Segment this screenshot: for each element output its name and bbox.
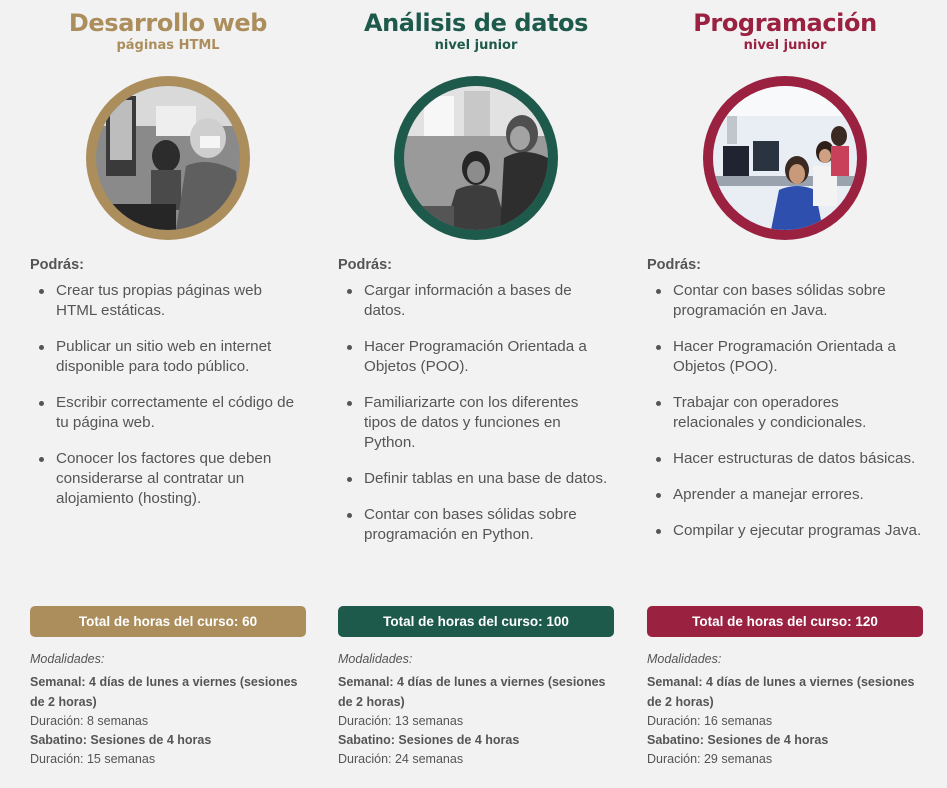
course-photo-frame xyxy=(394,76,558,240)
skills-list xyxy=(647,281,923,557)
weekly-modality: Semanal: 4 días de lunes a viernes (sesiones de 2 horas) xyxy=(647,675,915,709)
course-subtitle: nivel junior xyxy=(434,38,518,53)
saturday-modality: Sabatino: Sesiones de 4 horas xyxy=(647,733,829,748)
modalities-label: Modalidades: xyxy=(647,652,722,666)
skill-item: Escribir correctamente el código de tu página web. xyxy=(30,393,306,433)
modalities xyxy=(338,650,614,770)
course-header xyxy=(647,8,923,54)
skill-item: Hacer Programación Orientada a Objetos (POO). xyxy=(338,337,614,377)
skill-item: Hacer estructuras de datos básicas. xyxy=(647,449,923,469)
course-card-programming xyxy=(647,0,923,788)
skill-item: Crear tus propias páginas web HTML estáticas. xyxy=(30,281,306,321)
skill-item: Compilar y ejecutar programas Java. xyxy=(647,521,923,541)
weekly-modality: Semanal: 4 días de lunes a viernes (sesiones de 2 horas) xyxy=(30,675,298,709)
modalities-label: Modalidades: xyxy=(338,652,413,666)
course-photo xyxy=(404,86,548,230)
course-photo xyxy=(713,86,857,230)
course-title: Desarrollo web xyxy=(68,9,268,37)
saturday-duration: Duración: 24 semanas xyxy=(338,752,464,767)
skill-item: Familiarizarte con los diferentes tipos de datos y funciones en Python. xyxy=(338,393,614,453)
can-label: Podrás: xyxy=(30,257,84,273)
total-hours-badge: Total de horas del curso: 60 xyxy=(30,606,306,637)
course-header xyxy=(338,8,614,54)
course-photo-frame xyxy=(703,76,867,240)
weekly-duration: Duración: 13 semanas xyxy=(338,713,464,728)
can-label: Podrás: xyxy=(647,257,701,273)
skill-item: Trabajar con operadores relacionales y condicionales. xyxy=(647,393,923,433)
skills-list xyxy=(30,281,306,525)
course-header xyxy=(30,8,306,54)
saturday-modality: Sabatino: Sesiones de 4 horas xyxy=(338,733,520,748)
weekly-duration: Duración: 16 semanas xyxy=(647,713,773,728)
skill-item: Definir tablas en una base de datos. xyxy=(338,469,614,489)
course-photo-frame xyxy=(86,76,250,240)
course-card-web xyxy=(30,0,306,788)
skills-list xyxy=(338,281,614,561)
weekly-modality: Semanal: 4 días de lunes a viernes (sesiones de 2 horas) xyxy=(338,675,606,709)
skill-item: Cargar información a bases de datos. xyxy=(338,281,614,321)
course-card-data xyxy=(338,0,614,788)
modalities xyxy=(30,650,306,770)
weekly-duration: Duración: 8 semanas xyxy=(30,713,149,728)
course-title: Programación xyxy=(693,9,877,37)
course-subtitle: nivel junior xyxy=(743,38,827,53)
total-hours-badge: Total de horas del curso: 100 xyxy=(338,606,614,637)
can-label: Podrás: xyxy=(338,257,392,273)
total-hours-badge: Total de horas del curso: 120 xyxy=(647,606,923,637)
skill-item: Publicar un sitio web en internet disponible para todo público. xyxy=(30,337,306,377)
skill-item: Contar con bases sólidas sobre programación en Python. xyxy=(338,505,614,545)
saturday-modality: Sabatino: Sesiones de 4 horas xyxy=(30,733,212,748)
course-title: Análisis de datos xyxy=(363,9,589,37)
modalities-label: Modalidades: xyxy=(30,652,105,666)
saturday-duration: Duración: 15 semanas xyxy=(30,752,156,767)
skill-item: Conocer los factores que deben considerarse al contratar un alojamiento (hosting). xyxy=(30,449,306,509)
modalities xyxy=(647,650,923,770)
skill-item: Aprender a manejar errores. xyxy=(647,485,923,505)
course-subtitle: páginas HTML xyxy=(116,38,220,53)
skill-item: Contar con bases sólidas sobre programación en Java. xyxy=(647,281,923,321)
saturday-duration: Duración: 29 semanas xyxy=(647,752,773,767)
course-photo xyxy=(96,86,240,230)
skill-item: Hacer Programación Orientada a Objetos (POO). xyxy=(647,337,923,377)
